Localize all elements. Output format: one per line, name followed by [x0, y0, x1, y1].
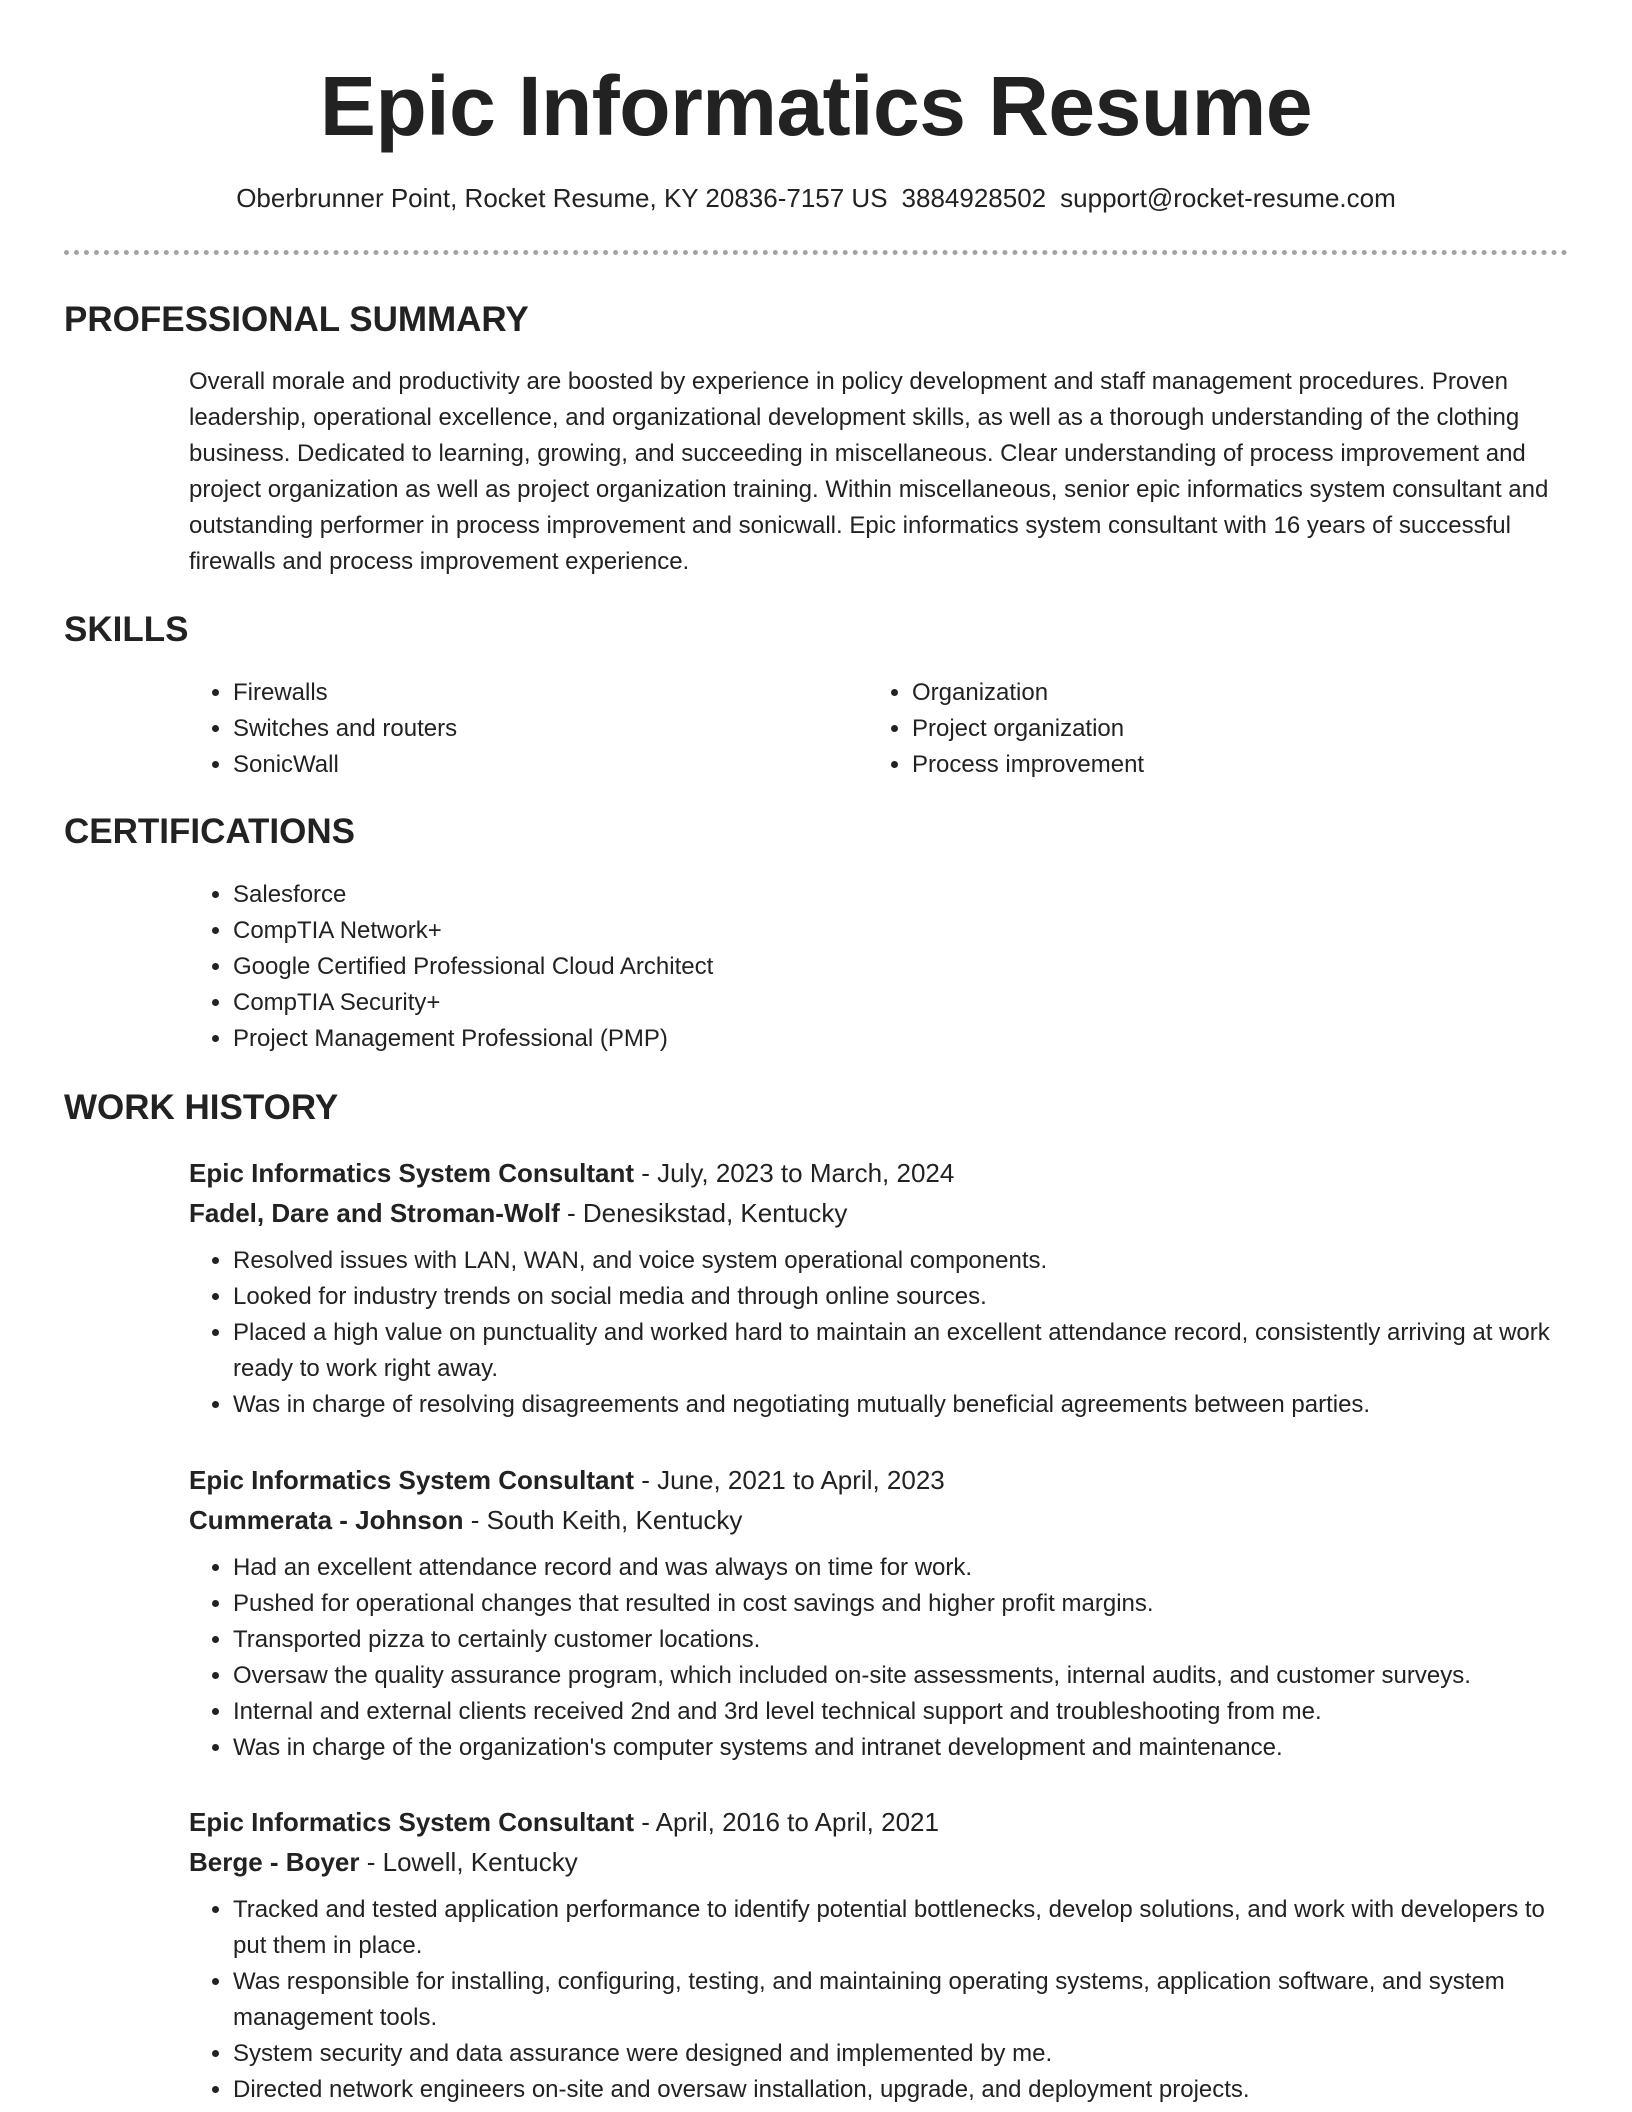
job-dates: - June, 2021 to April, 2023	[633, 1465, 945, 1495]
job-bullets	[189, 1892, 1569, 2108]
certification-item: • Google Certified Professional Cloud Architect	[233, 949, 1569, 985]
job-bullet: • Resolved issues with LAN, WAN, and voice system operational components.	[233, 1243, 1569, 1279]
job-bullet: • Had an excellent attendance record and was always on time for work.	[233, 1550, 1569, 1586]
job-dates: - April, 2016 to April, 2021	[633, 1807, 939, 1837]
contact-line	[0, 178, 1632, 218]
certifications-heading: CERTIFICATIONS	[64, 812, 356, 851]
contact-email[interactable]: support@rocket-resume.com	[1060, 183, 1396, 213]
certifications-list	[189, 877, 1569, 1057]
job-company-line	[189, 1193, 1569, 1233]
resume-title: Epic Informatics Resume	[319, 59, 1313, 153]
job-entry	[189, 1802, 1569, 2108]
job-bullet: • Was responsible for installing, configuring, testing, and maintaining operating systems, application software, and system management tools.	[233, 1964, 1569, 2036]
skill-item: • SonicWall	[233, 747, 853, 783]
job-bullet: • Oversaw the quality assurance program, which included on-site assessments, internal audits, and customer surveys.	[233, 1658, 1569, 1694]
job-company-line	[189, 1500, 1569, 1540]
job-title: Epic Informatics System Consultant	[189, 1158, 634, 1188]
job-bullet: • Was in charge of resolving disagreements and negotiating mutually beneficial agreements between parties.	[233, 1387, 1569, 1423]
job-entry	[189, 1153, 1569, 1423]
job-company: Fadel, Dare and Stroman-Wolf	[189, 1198, 560, 1228]
job-bullet: • Was in charge of the organization's computer systems and intranet development and maintenance.	[233, 1730, 1569, 1766]
skill-item: • Project organization	[912, 711, 1532, 747]
job-location: - South Keith, Kentucky	[463, 1505, 743, 1535]
job-bullet: • Transported pizza to certainly customer locations.	[233, 1622, 1569, 1658]
job-entry	[189, 1460, 1569, 1766]
job-bullet: • System security and data assurance were designed and implemented by me.	[233, 2036, 1569, 2072]
skill-item: • Organization	[912, 675, 1532, 711]
summary-heading: PROFESSIONAL SUMMARY	[64, 300, 529, 339]
skills-list-left	[189, 675, 853, 783]
job-company-line	[189, 1842, 1569, 1882]
skills-heading: SKILLS	[64, 610, 189, 649]
certification-item: • CompTIA Network+	[233, 913, 1569, 949]
job-title-line	[189, 1153, 1569, 1193]
job-title: Epic Informatics System Consultant	[189, 1807, 634, 1837]
job-location: - Lowell, Kentucky	[359, 1847, 578, 1877]
job-bullets	[189, 1550, 1569, 1766]
job-location: - Denesikstad, Kentucky	[559, 1198, 848, 1228]
job-title: Epic Informatics System Consultant	[189, 1465, 634, 1495]
job-bullet: • Placed a high value on punctuality and worked hard to maintain an excellent attendance record, consistently arriving at work ready to work right away.	[233, 1315, 1569, 1387]
job-bullet: • Pushed for operational changes that resulted in cost savings and higher profit margins.	[233, 1586, 1569, 1622]
skills-list-right	[868, 675, 1532, 783]
contact-phone: 3884928502	[901, 183, 1047, 213]
work-history-heading: WORK HISTORY	[64, 1088, 339, 1127]
skill-item: • Process improvement	[912, 747, 1532, 783]
job-bullet: • Directed network engineers on-site and oversaw installation, upgrade, and deployment projects.	[233, 2072, 1569, 2108]
job-bullet: • Tracked and tested application performance to identify potential bottlenecks, develop solutions, and work with developers to put them in place.	[233, 1892, 1569, 1964]
summary-text: Overall morale and productivity are boosted by experience in policy development and staff management procedures. Proven leadership, operational excellence, and organizational development skills, as well as a thorough understanding of the clothing business. Dedicated to learning, growing, and succeeding in miscellaneous. Clear understanding of process improvement and project organization as well as project organization training. Within miscellaneous, senior epic informatics system consultant and outstanding performer in process improvement and sonicwall. Epic informatics system consultant with 16 years of successful firewalls and process improvement experience.	[189, 368, 1549, 575]
job-company: Cummerata - Johnson	[189, 1505, 464, 1535]
certification-item: • Project Management Professional (PMP)	[233, 1021, 1569, 1057]
job-dates: - July, 2023 to March, 2024	[633, 1158, 955, 1188]
skill-item: • Switches and routers	[233, 711, 853, 747]
job-bullet: • Looked for industry trends on social media and through online sources.	[233, 1279, 1569, 1315]
job-bullets	[189, 1243, 1569, 1423]
certification-item: • Salesforce	[233, 877, 1569, 913]
header-divider	[64, 250, 1568, 255]
job-title-line	[189, 1460, 1569, 1500]
contact-address: Oberbrunner Point, Rocket Resume, KY 20836-7157 US	[236, 183, 888, 213]
job-bullet: • Internal and external clients received 2nd and 3rd level technical support and troubleshooting from me.	[233, 1694, 1569, 1730]
certification-item: • CompTIA Security+	[233, 985, 1569, 1021]
skill-item: • Firewalls	[233, 675, 853, 711]
job-company: Berge - Boyer	[189, 1847, 360, 1877]
job-title-line	[189, 1802, 1569, 1842]
